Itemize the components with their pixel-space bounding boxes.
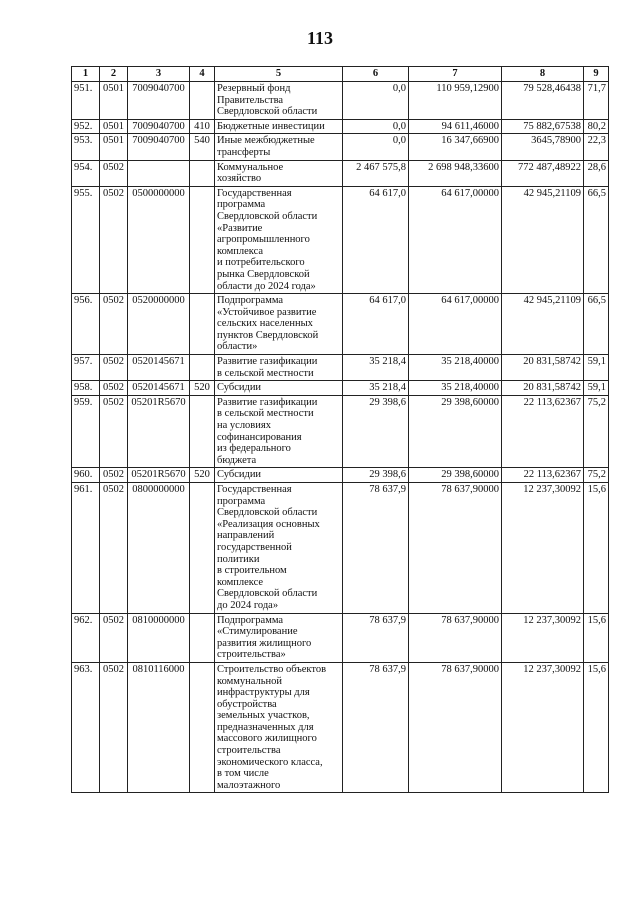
section-code-cell: 0502 [100, 186, 128, 293]
col8-value-cell: 22 113,62367 [502, 395, 584, 468]
col7-value-cell: 78 637,90000 [409, 662, 502, 793]
table-row [72, 119, 609, 134]
col8-value-cell: 75 882,67538 [502, 119, 584, 134]
section-code-cell: 0502 [100, 468, 128, 483]
section-code-cell: 0502 [100, 395, 128, 468]
table-row [72, 613, 609, 662]
col7-value-cell: 78 637,90000 [409, 483, 502, 614]
col9-value-cell: 28,6 [584, 160, 609, 186]
col6-value-cell: 0,0 [343, 119, 409, 134]
col7-value-cell: 110 959,12900 [409, 82, 502, 120]
col6-value-cell: 78 637,9 [343, 662, 409, 793]
target-code-cell: 0500000000 [128, 186, 190, 293]
section-code-cell: 0502 [100, 294, 128, 355]
expense-type-cell [190, 662, 215, 793]
section-code-cell: 0501 [100, 119, 128, 134]
item-name-cell: Государственная программа Свердловской области «Реализация основных направлений государственной политики в строительном комплексе Свердловской области до 2024 года» [215, 483, 343, 614]
col7-value-cell: 16 347,66900 [409, 134, 502, 160]
col7-value-cell: 2 698 948,33600 [409, 160, 502, 186]
item-name-cell: Государственная программа Свердловской области «Развитие агропромышленного комплекса и потребительского рынка Свердловской области до 2024 года» [215, 186, 343, 293]
col9-value-cell: 71,7 [584, 82, 609, 120]
item-name-cell: Развитие газификации в сельской местности [215, 355, 343, 381]
col6-value-cell: 35 218,4 [343, 381, 409, 396]
row-number-cell: 957. [72, 355, 100, 381]
section-code-cell: 0502 [100, 662, 128, 793]
col9-value-cell: 15,6 [584, 483, 609, 614]
col7-value-cell: 29 398,60000 [409, 395, 502, 468]
col9-value-cell: 15,6 [584, 613, 609, 662]
section-code-cell: 0502 [100, 381, 128, 396]
table-row [72, 186, 609, 293]
target-code-cell: 0520145671 [128, 355, 190, 381]
target-code-cell: 7009040700 [128, 82, 190, 120]
table-row [72, 82, 609, 120]
col9-value-cell: 59,1 [584, 381, 609, 396]
col9-value-cell: 59,1 [584, 355, 609, 381]
expense-type-cell: 540 [190, 134, 215, 160]
expense-type-cell [190, 294, 215, 355]
target-code-cell: 7009040700 [128, 134, 190, 160]
expense-type-cell [190, 355, 215, 381]
col8-value-cell: 22 113,62367 [502, 468, 584, 483]
row-number-cell: 962. [72, 613, 100, 662]
item-name-cell: Подпрограмма «Устойчивое развитие сельских населенных пунктов Свердловской области» [215, 294, 343, 355]
col8-value-cell: 20 831,58742 [502, 381, 584, 396]
item-name-cell: Строительство объектов коммунальной инфраструктуры для обустройства земельных участков, предназначенных для массового жилищного строительства экономического класса, в том числе малоэтажного [215, 662, 343, 793]
header-row [72, 67, 609, 82]
col7-value-cell: 35 218,40000 [409, 381, 502, 396]
expense-type-cell [190, 395, 215, 468]
item-name-cell: Бюджетные инвестиции [215, 119, 343, 134]
row-number-cell: 953. [72, 134, 100, 160]
table-row [72, 134, 609, 160]
header-cell: 3 [128, 67, 190, 82]
target-code-cell: 05201R5670 [128, 395, 190, 468]
row-number-cell: 956. [72, 294, 100, 355]
col7-value-cell: 29 398,60000 [409, 468, 502, 483]
col7-value-cell: 35 218,40000 [409, 355, 502, 381]
header-cell: 6 [343, 67, 409, 82]
page-number: 113 [306, 28, 333, 48]
col8-value-cell: 42 945,21109 [502, 294, 584, 355]
table-row [72, 160, 609, 186]
row-number-cell: 955. [72, 186, 100, 293]
col7-value-cell: 94 611,46000 [409, 119, 502, 134]
col8-value-cell: 12 237,30092 [502, 662, 584, 793]
header-cell: 7 [409, 67, 502, 82]
col6-value-cell: 29 398,6 [343, 395, 409, 468]
section-code-cell: 0502 [100, 355, 128, 381]
item-name-cell: Иные межбюджетные трансферты [215, 134, 343, 160]
expense-type-cell: 520 [190, 468, 215, 483]
row-number-cell: 958. [72, 381, 100, 396]
col6-value-cell: 0,0 [343, 134, 409, 160]
header-cell: 8 [502, 67, 584, 82]
col8-value-cell: 20 831,58742 [502, 355, 584, 381]
col9-value-cell: 66,5 [584, 294, 609, 355]
expense-type-cell [190, 483, 215, 614]
section-code-cell: 0501 [100, 82, 128, 120]
section-code-cell: 0502 [100, 613, 128, 662]
col8-value-cell: 79 528,46438 [502, 82, 584, 120]
header-cell: 5 [215, 67, 343, 82]
budget-table [71, 66, 609, 793]
table-row [72, 468, 609, 483]
table-row [72, 483, 609, 614]
section-code-cell: 0502 [100, 483, 128, 614]
target-code-cell: 0800000000 [128, 483, 190, 614]
item-name-cell: Подпрограмма «Стимулирование развития жилищного строительства» [215, 613, 343, 662]
col8-value-cell: 42 945,21109 [502, 186, 584, 293]
col9-value-cell: 22,3 [584, 134, 609, 160]
expense-type-cell [190, 186, 215, 293]
expense-type-cell [190, 160, 215, 186]
expense-type-cell [190, 613, 215, 662]
col9-value-cell: 75,2 [584, 395, 609, 468]
target-code-cell: 0520145671 [128, 381, 190, 396]
item-name-cell: Коммунальное хозяйство [215, 160, 343, 186]
table-row [72, 294, 609, 355]
table-row [72, 355, 609, 381]
target-code-cell: 05201R5670 [128, 468, 190, 483]
expense-type-cell: 520 [190, 381, 215, 396]
section-code-cell: 0502 [100, 160, 128, 186]
col8-value-cell: 12 237,30092 [502, 483, 584, 614]
target-code-cell: 0810116000 [128, 662, 190, 793]
table-row [72, 662, 609, 793]
col6-value-cell: 0,0 [343, 82, 409, 120]
col6-value-cell: 2 467 575,8 [343, 160, 409, 186]
row-number-cell: 960. [72, 468, 100, 483]
col7-value-cell: 64 617,00000 [409, 294, 502, 355]
col6-value-cell: 78 637,9 [343, 613, 409, 662]
table-body [72, 82, 609, 793]
col8-value-cell: 772 487,48922 [502, 160, 584, 186]
col6-value-cell: 29 398,6 [343, 468, 409, 483]
col6-value-cell: 64 617,0 [343, 186, 409, 293]
target-code-cell [128, 160, 190, 186]
item-name-cell: Развитие газификации в сельской местности на условиях софинансирования из федерального бюджета [215, 395, 343, 468]
table-row [72, 395, 609, 468]
table-row [72, 381, 609, 396]
row-number-cell: 961. [72, 483, 100, 614]
target-code-cell: 0810000000 [128, 613, 190, 662]
row-number-cell: 954. [72, 160, 100, 186]
row-number-cell: 963. [72, 662, 100, 793]
col8-value-cell: 12 237,30092 [502, 613, 584, 662]
row-number-cell: 951. [72, 82, 100, 120]
item-name-cell: Резервный фонд Правительства Свердловской области [215, 82, 343, 120]
header-cell: 9 [584, 67, 609, 82]
target-code-cell: 7009040700 [128, 119, 190, 134]
col9-value-cell: 80,2 [584, 119, 609, 134]
col9-value-cell: 15,6 [584, 662, 609, 793]
expense-type-cell [190, 82, 215, 120]
row-number-cell: 959. [72, 395, 100, 468]
item-name-cell: Субсидии [215, 468, 343, 483]
row-number-cell: 952. [72, 119, 100, 134]
col7-value-cell: 78 637,90000 [409, 613, 502, 662]
target-code-cell: 0520000000 [128, 294, 190, 355]
header-cell: 1 [72, 67, 100, 82]
col9-value-cell: 75,2 [584, 468, 609, 483]
expense-type-cell: 410 [190, 119, 215, 134]
header-cell: 4 [190, 67, 215, 82]
col6-value-cell: 64 617,0 [343, 294, 409, 355]
header-cell: 2 [100, 67, 128, 82]
col7-value-cell: 64 617,00000 [409, 186, 502, 293]
col6-value-cell: 35 218,4 [343, 355, 409, 381]
col9-value-cell: 66,5 [584, 186, 609, 293]
col6-value-cell: 78 637,9 [343, 483, 409, 614]
col8-value-cell: 3645,78900 [502, 134, 584, 160]
section-code-cell: 0501 [100, 134, 128, 160]
item-name-cell: Субсидии [215, 381, 343, 396]
